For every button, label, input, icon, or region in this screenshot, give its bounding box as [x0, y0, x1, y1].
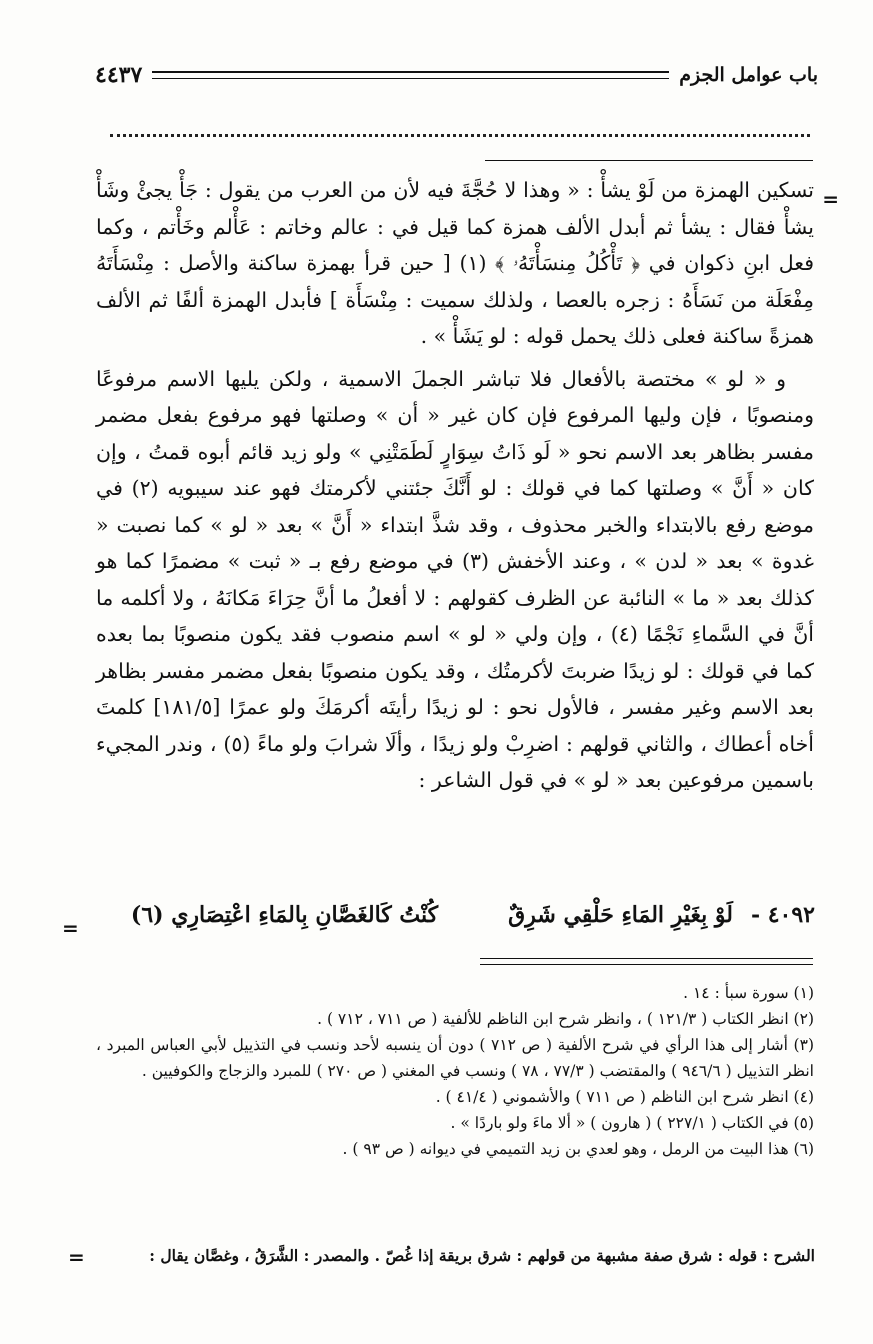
verse-number: ٤٠٩٢ - — [750, 902, 815, 928]
continuation-mark-top: = — [822, 187, 839, 211]
verse-hemistich-2: كُنْتُ كَالغَصَّانِ بِالمَاءِ اعْتِصَارِي (٦) — [130, 902, 439, 928]
continuation-mark-bottom: = — [68, 1245, 85, 1269]
dotted-separator — [110, 120, 810, 137]
footnote-2: (٢) انظر الكتاب ( ١٢١/٣ ) ، وانظر شرح ابن الناظم للألفية ( ص ٧١١ ، ٧١٢ ) . — [317, 1010, 814, 1028]
page-header — [95, 55, 818, 95]
footnote-4: (٤) انظر شرح ابن الناظم ( ص ٧١١ ) والأشموني ( ٤١/٤ ) . — [435, 1088, 814, 1106]
commentary-line: الشرح : قوله : شرق صفة مشبهة من قولهم : شرق بريقة إذا غُصّ . والمصدر : الشَّرَقُ ، وغصَّان يقال : — [149, 1246, 815, 1265]
poetry-verse — [130, 895, 815, 935]
paragraph-2: و « لو » مختصة بالأفعال فلا تباشر الجملَ الاسمية ، ولكن يليها الاسم مرفوعًا ومنصوبًا ، فإن وليها المرفوع فإن كان غير « أن » وصلتها فهو مرفوع بفعل مضمر مفسر بظاهر بعد الاسم نحو « لَو ذَاتُ سِوَارٍ لَطَمَتْنِي » ولو زيد قائم أبوه قمتُ ، وإن كان « أَنَّ » وصلتها كما في قولك : لو أَنَّكَ جئتني لأكرمتك فهو عند سيبويه (٢) في موضع رفع بالابتداء والخبر محذوف ، وقد شذَّ ابتداء « أَنَّ » بعد « لو » كما نصبت « غدوة » بعد « لدن » ، وعند الأخفش (٣) في موضع رفع بـ « ثبت » مضمرًا كما هو كذلك بعد « ما » النائبة عن الظرف كقولهم : لا أفعلُ ما أنَّ حِرَاءَ مَكانَهُ ، ولا أكلمه ما أنَّ في السَّماءِ نَجْمًا (٤) ، وإن ولي « لو » اسم منصوب فقد يكون منصوبًا بما بعده كما في قولك : لو زيدًا ضربتَ لأكرمتُك ، وقد يكون منصوبًا بفعل مضمر مفسر بظاهر بعد الاسم وغير مفسر ، فالأول نحو : لو زيدًا رأيتَه أكرمَكَ ولو عمرًا [١٨١/٥] كلمتَ أخاه أعطاك ، والثاني قولهم : اضرِبْ ولو زيدًا ، وألَا شرابَ ولو ماءً (٥) ، وندر المجيء باسمين مرفوعين بعد « لو » في قول الشاعر : — [96, 366, 815, 792]
footnotes — [96, 980, 814, 1162]
verse-hemistich-1: لَوْ بِغَيْرِ المَاءِ حَلْقِي شَرِقٌ — [508, 902, 733, 928]
footnote-6: (٦) هذا البيت من الرمل ، وهو لعدي بن زيد التميمي في ديوانه ( ص ٩٣ ) . — [342, 1140, 814, 1158]
paragraph-1: تسكين الهمزة من لَوْ يشأْ : « وهذا لا حُجَّةَ فيه لأن من العرب من يقول : جَأْ يجئْ وشَأْ يشأْ فقال : يشأ ثم أبدل الألف همزة كما قيل في : عالم وخاتم : عَأْلم وخَأْتم ، وكما فعل ابنِ ذكوان في ﴿ تَأْكُلُ مِنسَأْتَهُۥ ﴾ (١) [ حين قرأ بهمزة ساكنة والأصل : مِنْسَأَتَهُ مِفْعَلَة من نَسَأَهُ : زجره بالعصا ، ولذلك سميت : مِنْسَأَة ] فأبدل الهمزة ألفًا ثم الألف همزةً ساكنة فعلى ذلك يحمل قوله : لو يَشَأْ » . — [96, 178, 814, 348]
footnote-rule — [480, 958, 813, 965]
continuation-rule — [485, 160, 813, 161]
header-rule — [152, 71, 669, 79]
chapter-title: باب عوامل الجزم — [679, 64, 818, 86]
main-text — [96, 172, 814, 799]
footnote-3: (٣) أشار إلى هذا الرأي في شرح الألفية ( ص ٧١٢ ) دون أن ينسبه لأحد ونسب في التذييل لأبي العباس المبرد ، انظر التذييل ( ٩٤٦/٦ ) والمقتضب ( ٧٧/٣ ، ٧٨ ) ونسب في المغني ( ص ٢٧٠ ) للمبرد والزجاج والكوفيين . — [96, 1036, 814, 1080]
page-number: ٤٤٣٧ — [95, 62, 143, 88]
continuation-mark-verse: = — [62, 916, 79, 940]
footnote-5: (٥) في الكتاب ( ٢٢٧/١ ) ( هارون ) « ألا ماءَ ولو باردًا » . — [450, 1114, 814, 1132]
footnote-1: (١) سورة سبأ : ١٤ . — [683, 984, 814, 1002]
